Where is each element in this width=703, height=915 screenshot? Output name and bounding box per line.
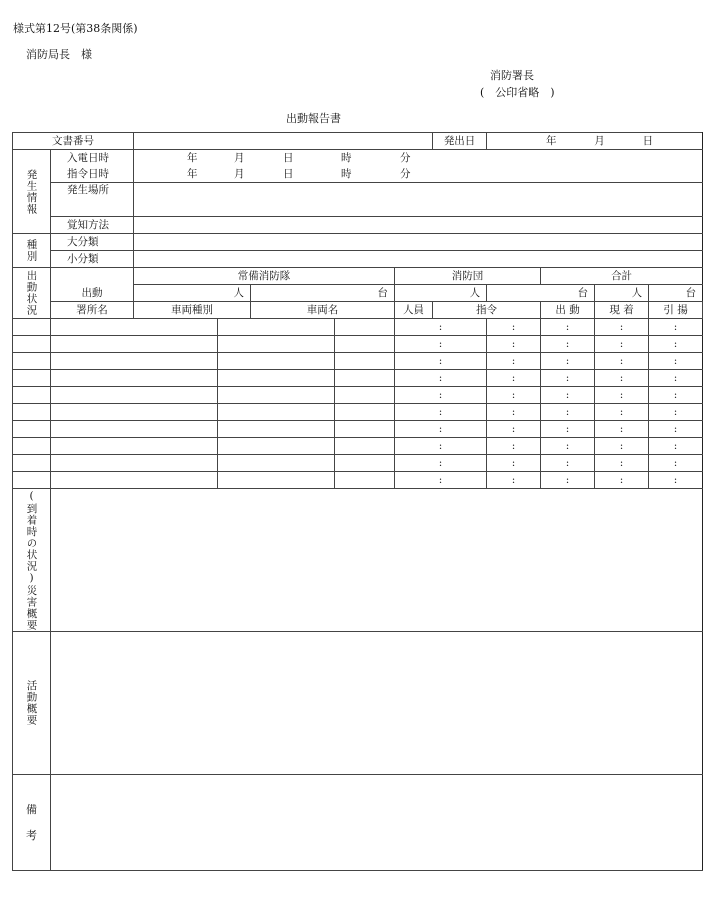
disaster-sub-label: (到着時の状況) (25, 489, 38, 585)
call-minute: 分 (400, 152, 411, 164)
time-return[interactable] (649, 455, 703, 472)
time-separator: : (565, 423, 570, 435)
major-category-label: 大分類 (51, 234, 134, 251)
time-separator: : (438, 457, 443, 469)
addressee: 消防局長 様 (26, 48, 92, 61)
time-separator: : (511, 389, 516, 401)
time-separator: : (619, 355, 624, 367)
regular-vehicles[interactable] (251, 285, 395, 302)
vehicle-type-cell[interactable] (51, 455, 218, 472)
command-time-value[interactable] (134, 166, 703, 183)
time-separator: : (511, 338, 516, 350)
time-return[interactable] (649, 438, 703, 455)
col-dispatch: 出 動 (541, 302, 595, 319)
time-dispatch[interactable] (487, 336, 541, 353)
cmd-month: 月 (234, 168, 245, 180)
time-separator: : (511, 406, 516, 418)
time-dispatch[interactable] (487, 387, 541, 404)
total-persons[interactable] (595, 285, 649, 302)
time-arrival[interactable] (541, 438, 595, 455)
time-separator: : (565, 338, 570, 350)
time-withdraw[interactable] (595, 438, 649, 455)
time-arrival[interactable] (541, 353, 595, 370)
vehicle-type-cell[interactable] (51, 353, 218, 370)
personnel-cell[interactable] (335, 370, 395, 387)
vehicle-name-cell[interactable] (218, 353, 335, 370)
issue-date-label: 発出日 (433, 133, 487, 150)
time-separator: : (565, 321, 570, 333)
station-cell[interactable] (13, 404, 51, 421)
vehicle-type-cell[interactable] (51, 438, 218, 455)
personnel-cell[interactable] (335, 404, 395, 421)
time-separator: : (673, 338, 678, 350)
call-hour: 時 (341, 152, 352, 164)
dispatch-blank (51, 268, 134, 285)
call-time-value[interactable] (134, 150, 703, 167)
time-withdraw[interactable] (595, 404, 649, 421)
time-return[interactable] (649, 404, 703, 421)
time-separator: : (438, 321, 443, 333)
call-month: 月 (234, 152, 245, 164)
vehicle-name-cell[interactable] (218, 421, 335, 438)
time-arrival[interactable] (541, 472, 595, 489)
time-withdraw[interactable] (595, 472, 649, 489)
time-command[interactable] (395, 353, 487, 370)
group-regular: 常備消防隊 (134, 268, 395, 285)
sender: 消防署長 (490, 69, 534, 82)
time-command[interactable] (395, 421, 487, 438)
volunteer-vehicles[interactable] (487, 285, 595, 302)
occurrence-section-label: 発生情報 (13, 150, 51, 234)
personnel-cell[interactable] (335, 319, 395, 336)
time-arrival[interactable] (541, 455, 595, 472)
method-label: 覚知方法 (51, 217, 134, 234)
time-dispatch[interactable] (487, 319, 541, 336)
time-separator: : (511, 372, 516, 384)
person-unit: 人 (233, 287, 244, 299)
time-separator: : (673, 474, 678, 486)
time-separator: : (438, 406, 443, 418)
personnel-cell[interactable] (335, 421, 395, 438)
table-row (13, 319, 703, 336)
disaster-value[interactable] (51, 489, 703, 632)
minor-category-value[interactable] (134, 251, 703, 268)
time-withdraw[interactable] (595, 319, 649, 336)
call-day: 日 (283, 152, 294, 164)
time-separator: : (438, 389, 443, 401)
time-dispatch[interactable] (487, 370, 541, 387)
time-command[interactable] (395, 370, 487, 387)
time-separator: : (619, 321, 624, 333)
time-dispatch[interactable] (487, 472, 541, 489)
disaster-label: 災害概要 (25, 584, 38, 631)
time-separator: : (511, 423, 516, 435)
cmd-hour: 時 (341, 168, 352, 180)
time-dispatch[interactable] (487, 455, 541, 472)
time-return[interactable] (649, 421, 703, 438)
time-separator: : (438, 338, 443, 350)
station-cell[interactable] (13, 455, 51, 472)
table-row (13, 404, 703, 421)
time-withdraw[interactable] (595, 421, 649, 438)
time-arrival[interactable] (541, 336, 595, 353)
time-separator: : (673, 389, 678, 401)
time-separator: : (673, 440, 678, 452)
regular-persons[interactable] (134, 285, 251, 302)
vehicle-name-cell[interactable] (218, 319, 335, 336)
time-separator: : (619, 338, 624, 350)
table-row (13, 472, 703, 489)
time-return[interactable] (649, 319, 703, 336)
time-separator: : (438, 440, 443, 452)
time-separator: : (619, 440, 624, 452)
vehicle-unit: 台 (577, 287, 589, 299)
time-withdraw[interactable] (595, 387, 649, 404)
time-command[interactable] (395, 455, 487, 472)
time-dispatch[interactable] (487, 421, 541, 438)
time-separator: : (438, 355, 443, 367)
time-withdraw[interactable] (595, 336, 649, 353)
col-personnel: 人員 (395, 302, 433, 319)
month-label: 月 (594, 135, 605, 147)
col-vehicle-type: 車両種別 (134, 302, 251, 319)
minor-category-label: 小分類 (51, 251, 134, 268)
group-volunteer: 消防団 (395, 268, 541, 285)
col-command: 指令 (433, 302, 541, 319)
table-row (13, 455, 703, 472)
method-value[interactable] (134, 217, 703, 234)
time-command[interactable] (395, 336, 487, 353)
vehicle-type-cell[interactable] (51, 472, 218, 489)
dispatch-section-label: 出動状況 (13, 268, 51, 319)
time-separator: : (511, 457, 516, 469)
time-separator: : (619, 474, 624, 486)
time-separator: : (511, 474, 516, 486)
time-separator: : (438, 372, 443, 384)
table-row (13, 421, 703, 438)
time-separator: : (565, 389, 570, 401)
time-separator: : (565, 474, 570, 486)
activity-section-label: 活動概要 (13, 632, 51, 775)
time-separator: : (619, 372, 624, 384)
personnel-cell[interactable] (335, 438, 395, 455)
time-separator: : (565, 372, 570, 384)
vehicle-name-cell[interactable] (218, 336, 335, 353)
vehicle-name-cell[interactable] (218, 438, 335, 455)
personnel-cell[interactable] (335, 336, 395, 353)
page-title: 出動報告書 (286, 112, 341, 125)
category-section-label: 種別 (13, 234, 51, 268)
time-separator: : (673, 457, 678, 469)
time-separator: : (511, 440, 516, 452)
time-return[interactable] (649, 336, 703, 353)
cmd-year: 年 (187, 168, 198, 180)
form-number: 様式第12号(第38条関係) (13, 22, 138, 35)
vehicle-type-cell[interactable] (51, 421, 218, 438)
station-cell[interactable] (13, 472, 51, 489)
station-cell[interactable] (13, 319, 51, 336)
time-separator: : (565, 406, 570, 418)
table-row (13, 387, 703, 404)
time-separator: : (511, 355, 516, 367)
vehicle-name-cell[interactable] (218, 370, 335, 387)
station-cell[interactable] (13, 421, 51, 438)
remarks-value[interactable] (51, 775, 703, 871)
vehicle-type-cell[interactable] (51, 404, 218, 421)
time-dispatch[interactable] (487, 404, 541, 421)
time-arrival[interactable] (541, 387, 595, 404)
col-withdraw: 引 揚 (649, 302, 703, 319)
personnel-cell[interactable] (335, 353, 395, 370)
time-separator: : (438, 423, 443, 435)
group-total: 合計 (541, 268, 703, 285)
time-separator: : (673, 355, 678, 367)
time-separator: : (438, 474, 443, 486)
station-cell[interactable] (13, 336, 51, 353)
cmd-minute: 分 (400, 168, 411, 180)
vehicle-name-cell[interactable] (218, 387, 335, 404)
time-arrival[interactable] (541, 421, 595, 438)
time-command[interactable] (395, 438, 487, 455)
vehicle-name-cell[interactable] (218, 472, 335, 489)
personnel-cell[interactable] (335, 455, 395, 472)
report-table (12, 132, 703, 871)
vehicle-unit: 台 (377, 287, 388, 299)
volunteer-persons[interactable] (395, 285, 487, 302)
total-vehicles[interactable] (649, 285, 703, 302)
time-command[interactable] (395, 319, 487, 336)
dispatch-label: 出動 (51, 285, 134, 302)
person-unit: 人 (631, 287, 643, 299)
time-separator: : (619, 389, 624, 401)
year-label: 年 (545, 135, 557, 147)
vehicle-unit: 台 (685, 287, 697, 299)
time-command[interactable] (395, 387, 487, 404)
time-separator: : (673, 321, 678, 333)
personnel-cell[interactable] (335, 387, 395, 404)
col-vehicle-name: 車両名 (251, 302, 395, 319)
station-cell[interactable] (13, 370, 51, 387)
time-return[interactable] (649, 387, 703, 404)
vehicle-name-cell[interactable] (218, 455, 335, 472)
time-separator: : (511, 321, 516, 333)
time-return[interactable] (649, 353, 703, 370)
time-separator: : (619, 423, 624, 435)
col-station: 署所名 (51, 302, 134, 319)
call-year: 年 (187, 152, 198, 164)
time-return[interactable] (649, 472, 703, 489)
person-unit: 人 (469, 287, 481, 299)
time-command[interactable] (395, 404, 487, 421)
vehicle-type-cell[interactable] (51, 336, 218, 353)
time-withdraw[interactable] (595, 455, 649, 472)
remarks-char-2: 考 (26, 828, 37, 842)
table-row (13, 336, 703, 353)
place-value[interactable] (134, 183, 703, 217)
time-separator: : (673, 372, 678, 384)
remarks-char-1: 備 (26, 802, 37, 816)
command-time-label: 指令日時 (51, 166, 134, 183)
time-separator: : (565, 457, 570, 469)
table-row (13, 438, 703, 455)
remarks-label (13, 775, 51, 871)
time-withdraw[interactable] (595, 353, 649, 370)
vehicle-type-cell[interactable] (51, 370, 218, 387)
time-separator: : (673, 423, 678, 435)
col-arrival: 現 着 (595, 302, 649, 319)
table-row (13, 370, 703, 387)
personnel-cell[interactable] (335, 472, 395, 489)
table-row (13, 353, 703, 370)
station-cell[interactable] (13, 438, 51, 455)
doc-number-label: 文書番号 (13, 133, 134, 150)
vehicle-type-cell[interactable] (51, 319, 218, 336)
time-separator: : (619, 406, 624, 418)
issue-date-value[interactable] (487, 133, 703, 150)
station-cell[interactable] (13, 387, 51, 404)
time-separator: : (619, 457, 624, 469)
time-separator: : (565, 355, 570, 367)
header-row (13, 133, 703, 150)
time-withdraw[interactable] (595, 370, 649, 387)
time-arrival[interactable] (541, 319, 595, 336)
time-arrival[interactable] (541, 404, 595, 421)
day-label: 日 (642, 135, 654, 147)
dispatch-columns-row (13, 302, 703, 319)
doc-number-value[interactable] (134, 133, 433, 150)
station-cell[interactable] (13, 353, 51, 370)
time-separator: : (565, 440, 570, 452)
call-time-label: 入電日時 (51, 150, 134, 167)
dispatch-rows (13, 319, 703, 489)
time-arrival[interactable] (541, 370, 595, 387)
seal-note: ( 公印省略 ) (480, 86, 555, 99)
time-dispatch[interactable] (487, 353, 541, 370)
time-return[interactable] (649, 370, 703, 387)
time-command[interactable] (395, 472, 487, 489)
major-category-value[interactable] (134, 234, 703, 251)
time-dispatch[interactable] (487, 438, 541, 455)
cmd-day: 日 (283, 168, 294, 180)
vehicle-name-cell[interactable] (218, 404, 335, 421)
time-separator: : (673, 406, 678, 418)
disaster-section-label (13, 489, 51, 632)
vehicle-type-cell[interactable] (51, 387, 218, 404)
place-label: 発生場所 (51, 183, 134, 217)
activity-value[interactable] (51, 632, 703, 775)
